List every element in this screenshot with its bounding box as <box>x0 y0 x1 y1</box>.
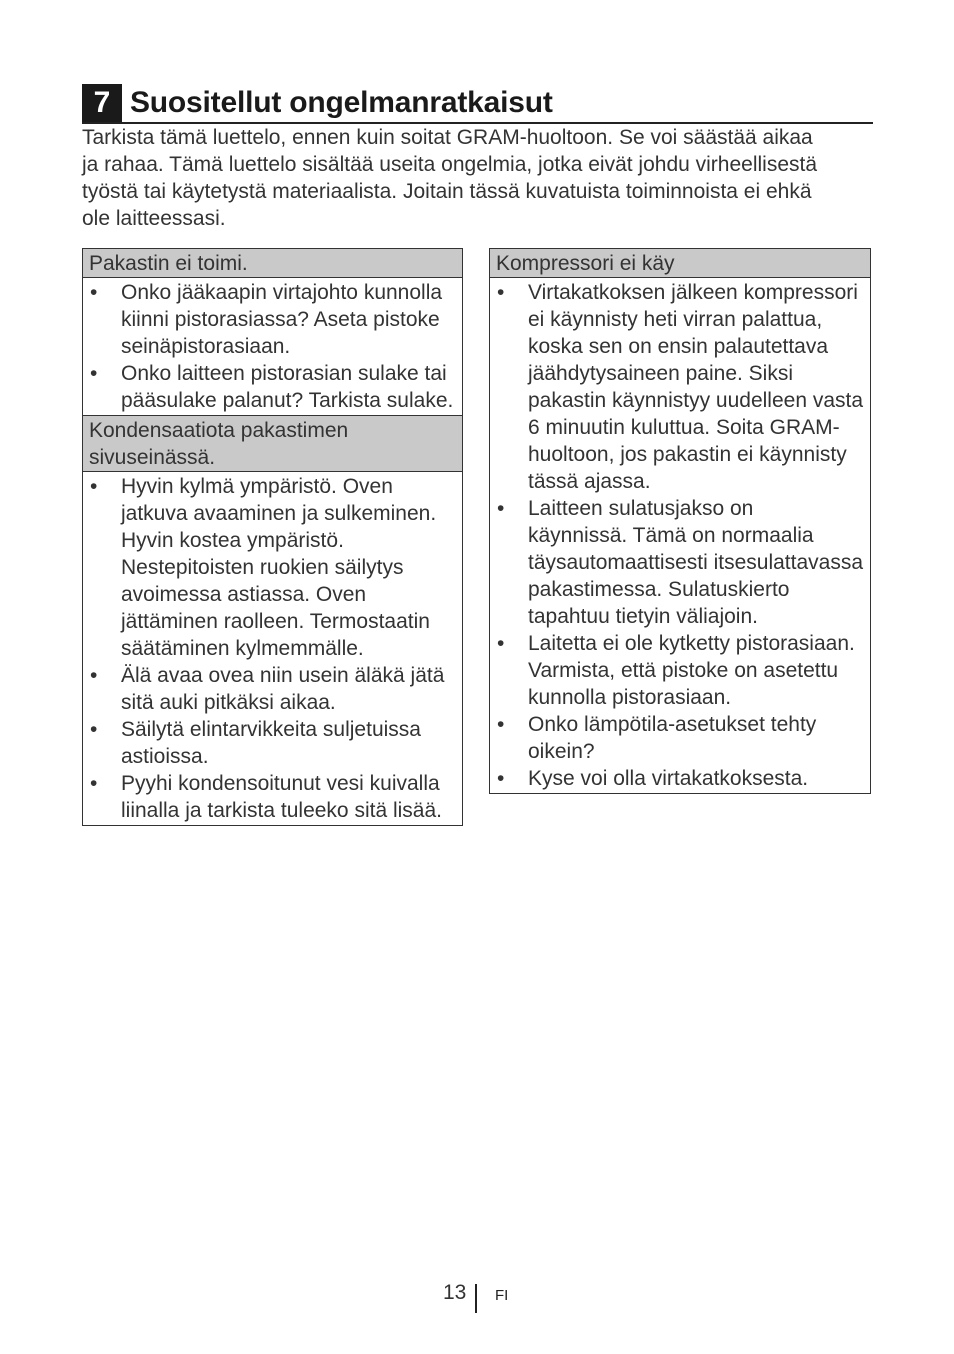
solution-line: jäähdytysaineen paine. Siksi <box>528 362 794 385</box>
solution-line: käynnissä. Tämä on normaalia <box>528 524 814 547</box>
solution-item <box>83 770 462 824</box>
solution-line: Virtakatkoksen jälkeen kompressori <box>528 281 858 304</box>
problem-heading <box>83 415 462 472</box>
solution-line: avoimessa astiassa. Oven <box>121 583 367 606</box>
solution-line: liinalla ja tarkista tuleeko sitä lisää. <box>121 799 442 822</box>
solution-line: Nestepitoisten ruokien säilytys <box>121 556 404 579</box>
bullet-icon: • <box>497 281 505 304</box>
solution-line: jatkuva avaaminen ja sulkeminen. <box>121 502 437 525</box>
solution-list <box>83 278 462 415</box>
solution-line: säätäminen kylmemmälle. <box>121 637 364 660</box>
problem-heading-line: Kompressori ei käy <box>496 252 675 275</box>
solution-line: Kyse voi olla virtakatkoksesta. <box>528 767 809 790</box>
solution-line: kunnolla pistorasiaan. <box>528 686 732 709</box>
solution-line: Pyyhi kondensoitunut vesi kuivalla <box>121 772 440 795</box>
solution-list <box>83 472 462 825</box>
solution-line: Onko lämpötila-asetukset tehty <box>528 713 817 736</box>
solution-line: Laitteen sulatusjakso on <box>528 497 754 520</box>
solution-line: pääsulake palanut? Tarkista sulake. <box>121 389 454 412</box>
solution-line: huoltoon, jos pakastin ei käynnisty <box>528 443 847 466</box>
solution-line: täysautomaattisesti itsesulattavassa <box>528 551 863 574</box>
solution-line: kiinni pistorasiassa? Aseta pistoke <box>121 308 440 331</box>
bullet-icon: • <box>90 772 98 795</box>
solution-line: oikein? <box>528 740 595 763</box>
solution-line: Säilytä elintarvikkeita suljetuissa <box>121 718 421 741</box>
solution-line: Hyvin kylmä ympäristö. Oven <box>121 475 393 498</box>
footer-divider <box>475 1284 477 1313</box>
chapter-title: Suositellut ongelmanratkaisut <box>130 86 553 119</box>
solution-line: Onko jääkaapin virtajohto kunnolla <box>121 281 443 304</box>
bullet-icon: • <box>497 767 505 790</box>
solution-item <box>83 716 462 770</box>
bullet-icon: • <box>90 664 98 687</box>
problem-heading-line: Kondensaatiota pakastimen <box>89 419 349 442</box>
bullet-icon: • <box>90 475 98 498</box>
solution-list <box>490 278 870 793</box>
language-code: FI <box>495 1287 509 1304</box>
solution-line: sitä auki pitkäksi aikaa. <box>121 691 336 714</box>
intro-paragraph <box>82 124 882 232</box>
solution-item <box>83 279 462 360</box>
intro-line: Tarkista tämä luettelo, ennen kuin soitat GRAM-huoltoon. Se voi säästää aikaa <box>82 126 813 149</box>
chapter-number-badge: 7 <box>82 84 122 122</box>
chapter-heading <box>82 84 873 124</box>
solution-line: Varmista, että pistoke on asetettu <box>528 659 839 682</box>
solution-line: tapahtuu tietyin väliajoin. <box>528 605 758 628</box>
solution-line: koska sen on ensin palautettava <box>528 335 829 358</box>
solution-item <box>83 473 462 662</box>
problem-heading-line: Pakastin ei toimi. <box>89 252 248 275</box>
troubleshooting-box-left <box>82 248 463 826</box>
solution-line: Hyvin kostea ympäristö. <box>121 529 344 552</box>
solution-item <box>490 279 870 495</box>
bullet-icon: • <box>497 497 505 520</box>
solution-item <box>490 495 870 630</box>
page-number: 13 <box>443 1281 467 1304</box>
bullet-icon: • <box>497 632 505 655</box>
problem-heading <box>83 249 462 278</box>
solution-line: astioissa. <box>121 745 209 768</box>
solution-item <box>490 711 870 765</box>
intro-line: työstä tai käytetystä materiaalista. Joitain tässä kuvatuista toiminnoista ei ehkä <box>82 180 812 203</box>
bullet-icon: • <box>90 718 98 741</box>
bullet-icon: • <box>90 362 98 385</box>
solution-line: pakastimessa. Sulatuskierto <box>528 578 790 601</box>
solution-item <box>83 662 462 716</box>
problem-heading <box>490 249 870 278</box>
solution-item <box>490 630 870 711</box>
solution-line: pakastin käynnistyy uudelleen vasta <box>528 389 864 412</box>
intro-line: ole laitteessasi. <box>82 207 226 230</box>
solution-line: jättäminen raolleen. Termostaatin <box>121 610 430 633</box>
solution-item <box>83 360 462 414</box>
problem-heading-line: sivuseinässä. <box>89 446 216 469</box>
solution-line: Laitetta ei ole kytketty pistorasiaan. <box>528 632 855 655</box>
solution-line: Älä avaa ovea niin usein äläkä jätä <box>121 664 445 687</box>
solution-line: seinäpistorasiaan. <box>121 335 291 358</box>
bullet-icon: • <box>90 281 98 304</box>
solution-item <box>490 765 870 792</box>
solution-line: ei käynnisty heti virran palattua, <box>528 308 823 331</box>
solution-line: 6 minuutin kuluttua. Soita GRAM- <box>528 416 840 439</box>
bullet-icon: • <box>497 713 505 736</box>
troubleshooting-box-right <box>489 248 871 794</box>
intro-line: ja rahaa. Tämä luettelo sisältää useita ongelmia, jotka eivät johdu virheellisestä <box>82 153 818 176</box>
solution-line: Onko laitteen pistorasian sulake tai <box>121 362 447 385</box>
solution-line: tässä ajassa. <box>528 470 651 493</box>
